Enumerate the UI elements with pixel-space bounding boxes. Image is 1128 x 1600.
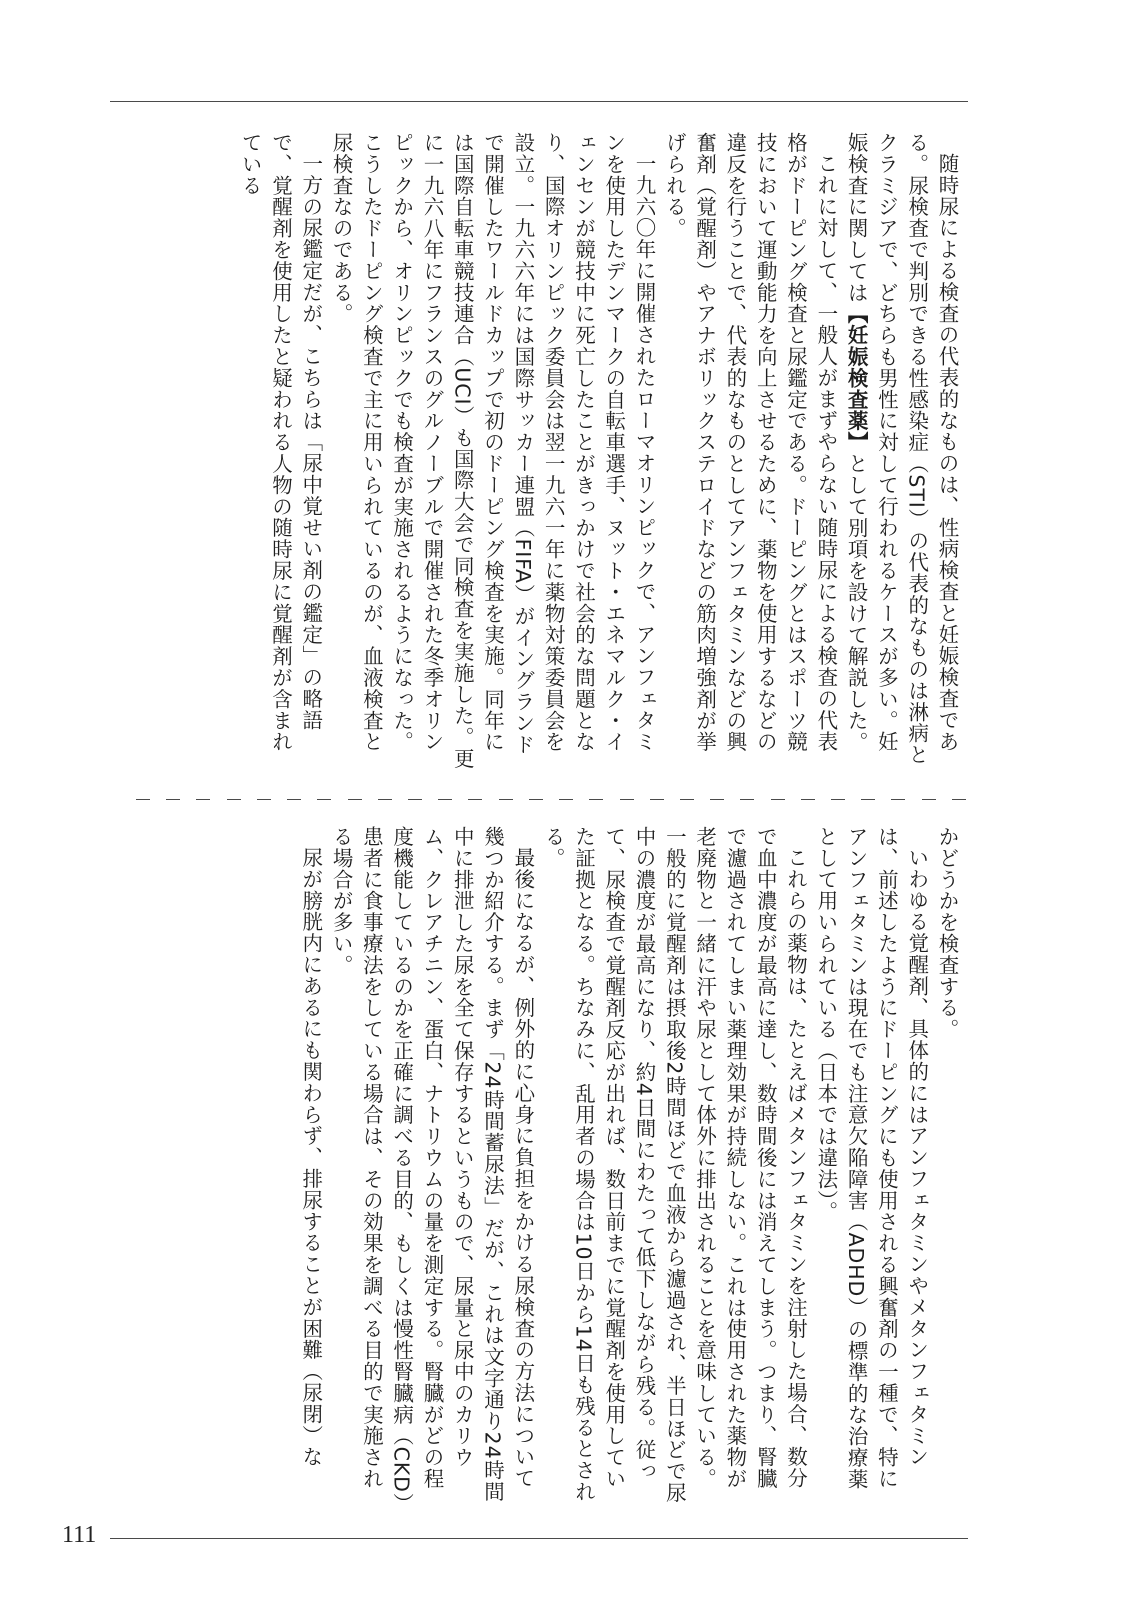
paragraph-urinary-retention: 尿が膀胱内にあるにも関わらず、排尿することが困難（尿閉）な	[298, 846, 323, 1468]
bold-reference-pregnancy-test: 【妊娠検査薬】	[844, 303, 869, 454]
upper-text-column	[130, 132, 962, 772]
paragraph-history: 一九六〇年に開催されたローマオリンピックで、アンフェタミンを使用したデンマークの自転車選手、ヌット・エネマルク・イェンセンが競技中に死亡したことがきっかけで社会的な問題となり、国際オリンピック委員会は翌一九六一年に薬物対策委員会を設立。一九六六年には国際サッカー連盟（FIFA）がイングランドで開催したワールドカップで初のドーピング検査を実施。同年には国際自転車競技連合（UCI）も国際大会で同検査を実施した。更に一九六八年にフランスのグルノーブルで開催された冬季オリンピックから、オリンピックでも検査が実施されるようになった。こうしたドーピング検査で主に用いられているのが、血液検査と尿検査なのである。	[329, 132, 657, 770]
paragraph-continuation: かどうかを検査する。	[935, 826, 959, 1040]
paragraph-metabolism: これらの薬物は、たとえばメタンフェタミンを注射した場合、数分で血中濃度が最高に達し、数時間後には消えてしまう。つまり、腎臓で濾過されてしまい薬理効果が持続しない。これは使用された薬物が老廃物と一緒に汗や尿として体外に排出されることを意味している。一般的に覚醒剤は摂取後2時間ほどで血液から濾過され、半日ほどで尿中の濃度が最高になり、約4日間にわたって低下しながら残る。従って、尿検査で覚醒剤反応が出れば、数日前までに覚醒剤を使用していた証拠となる。ちなみに、乱用者の場合は10日から14日も残るとされる。	[541, 826, 808, 1504]
bottom-rule	[110, 1538, 968, 1539]
page-number: 111	[62, 1522, 97, 1548]
paragraph-urine-tests	[841, 132, 962, 772]
paragraph-stimulants: いわゆる覚醒剤、具体的にはアンフェタミンやメタンフェタミンは、前述したようにドーピングにも使用される興奮剤の一種で、特にアンフェタミンは現在でも注意欠陥障害（ADHD）の標準的な治療薬として用いられている（日本では違法）。	[813, 826, 929, 1490]
paragraph-urine-appraisal: 一方の尿鑑定だが、こちらは「尿中覚せい剤の鑑定」の略語で、覚醒剤を使用したと疑われる人物の随時尿に覚醒剤が含まれている	[238, 132, 323, 753]
top-rule	[110, 101, 968, 102]
column-separator	[136, 792, 966, 806]
paragraph-text: として別項を設けて解説した。	[844, 453, 869, 753]
paragraph-24h-urine: 最後になるが、例外的に心身に負担をかける尿検査の方法について幾つか紹介する。まず「24時間蓄尿法」だが、これは文字通り24時間中に排泄した尿を全て保存するというもので、尿量と尿中のカリウム、クレアチニン、蛋白、ナトリウムの量を測定する。腎臓がどの程度機能しているのかを正確に調べる目的、もしくは慢性腎臓病（CKD）患者に食事療法をしている場合は、その効果を調べる目的で実施される場合が多い。	[329, 826, 535, 1504]
lower-text-column	[130, 826, 962, 1506]
paragraph-doping: これに対して、一般人がまずやらない随時尿による検査の代表格がドーピング検査と尿鑑定である。ドーピングとはスポーツ競技において運動能力を向上させるために、薬物を使用するなどの違反を行うことで、代表的なものとしてアンフェタミンなどの興奮剤（覚醒剤）やアナボリックステロイドなどの筋肉増強剤が挙げられる。	[662, 132, 838, 753]
paragraph-text: 随時尿による検査の代表的なものは、性病検査と妊娠検査である。尿検査で判別できる性感染症（STI）の代表的なものは淋病とクラミジアで、どちらも男性に対して行われるケースが多い。妊娠検査に関しては	[844, 132, 959, 766]
